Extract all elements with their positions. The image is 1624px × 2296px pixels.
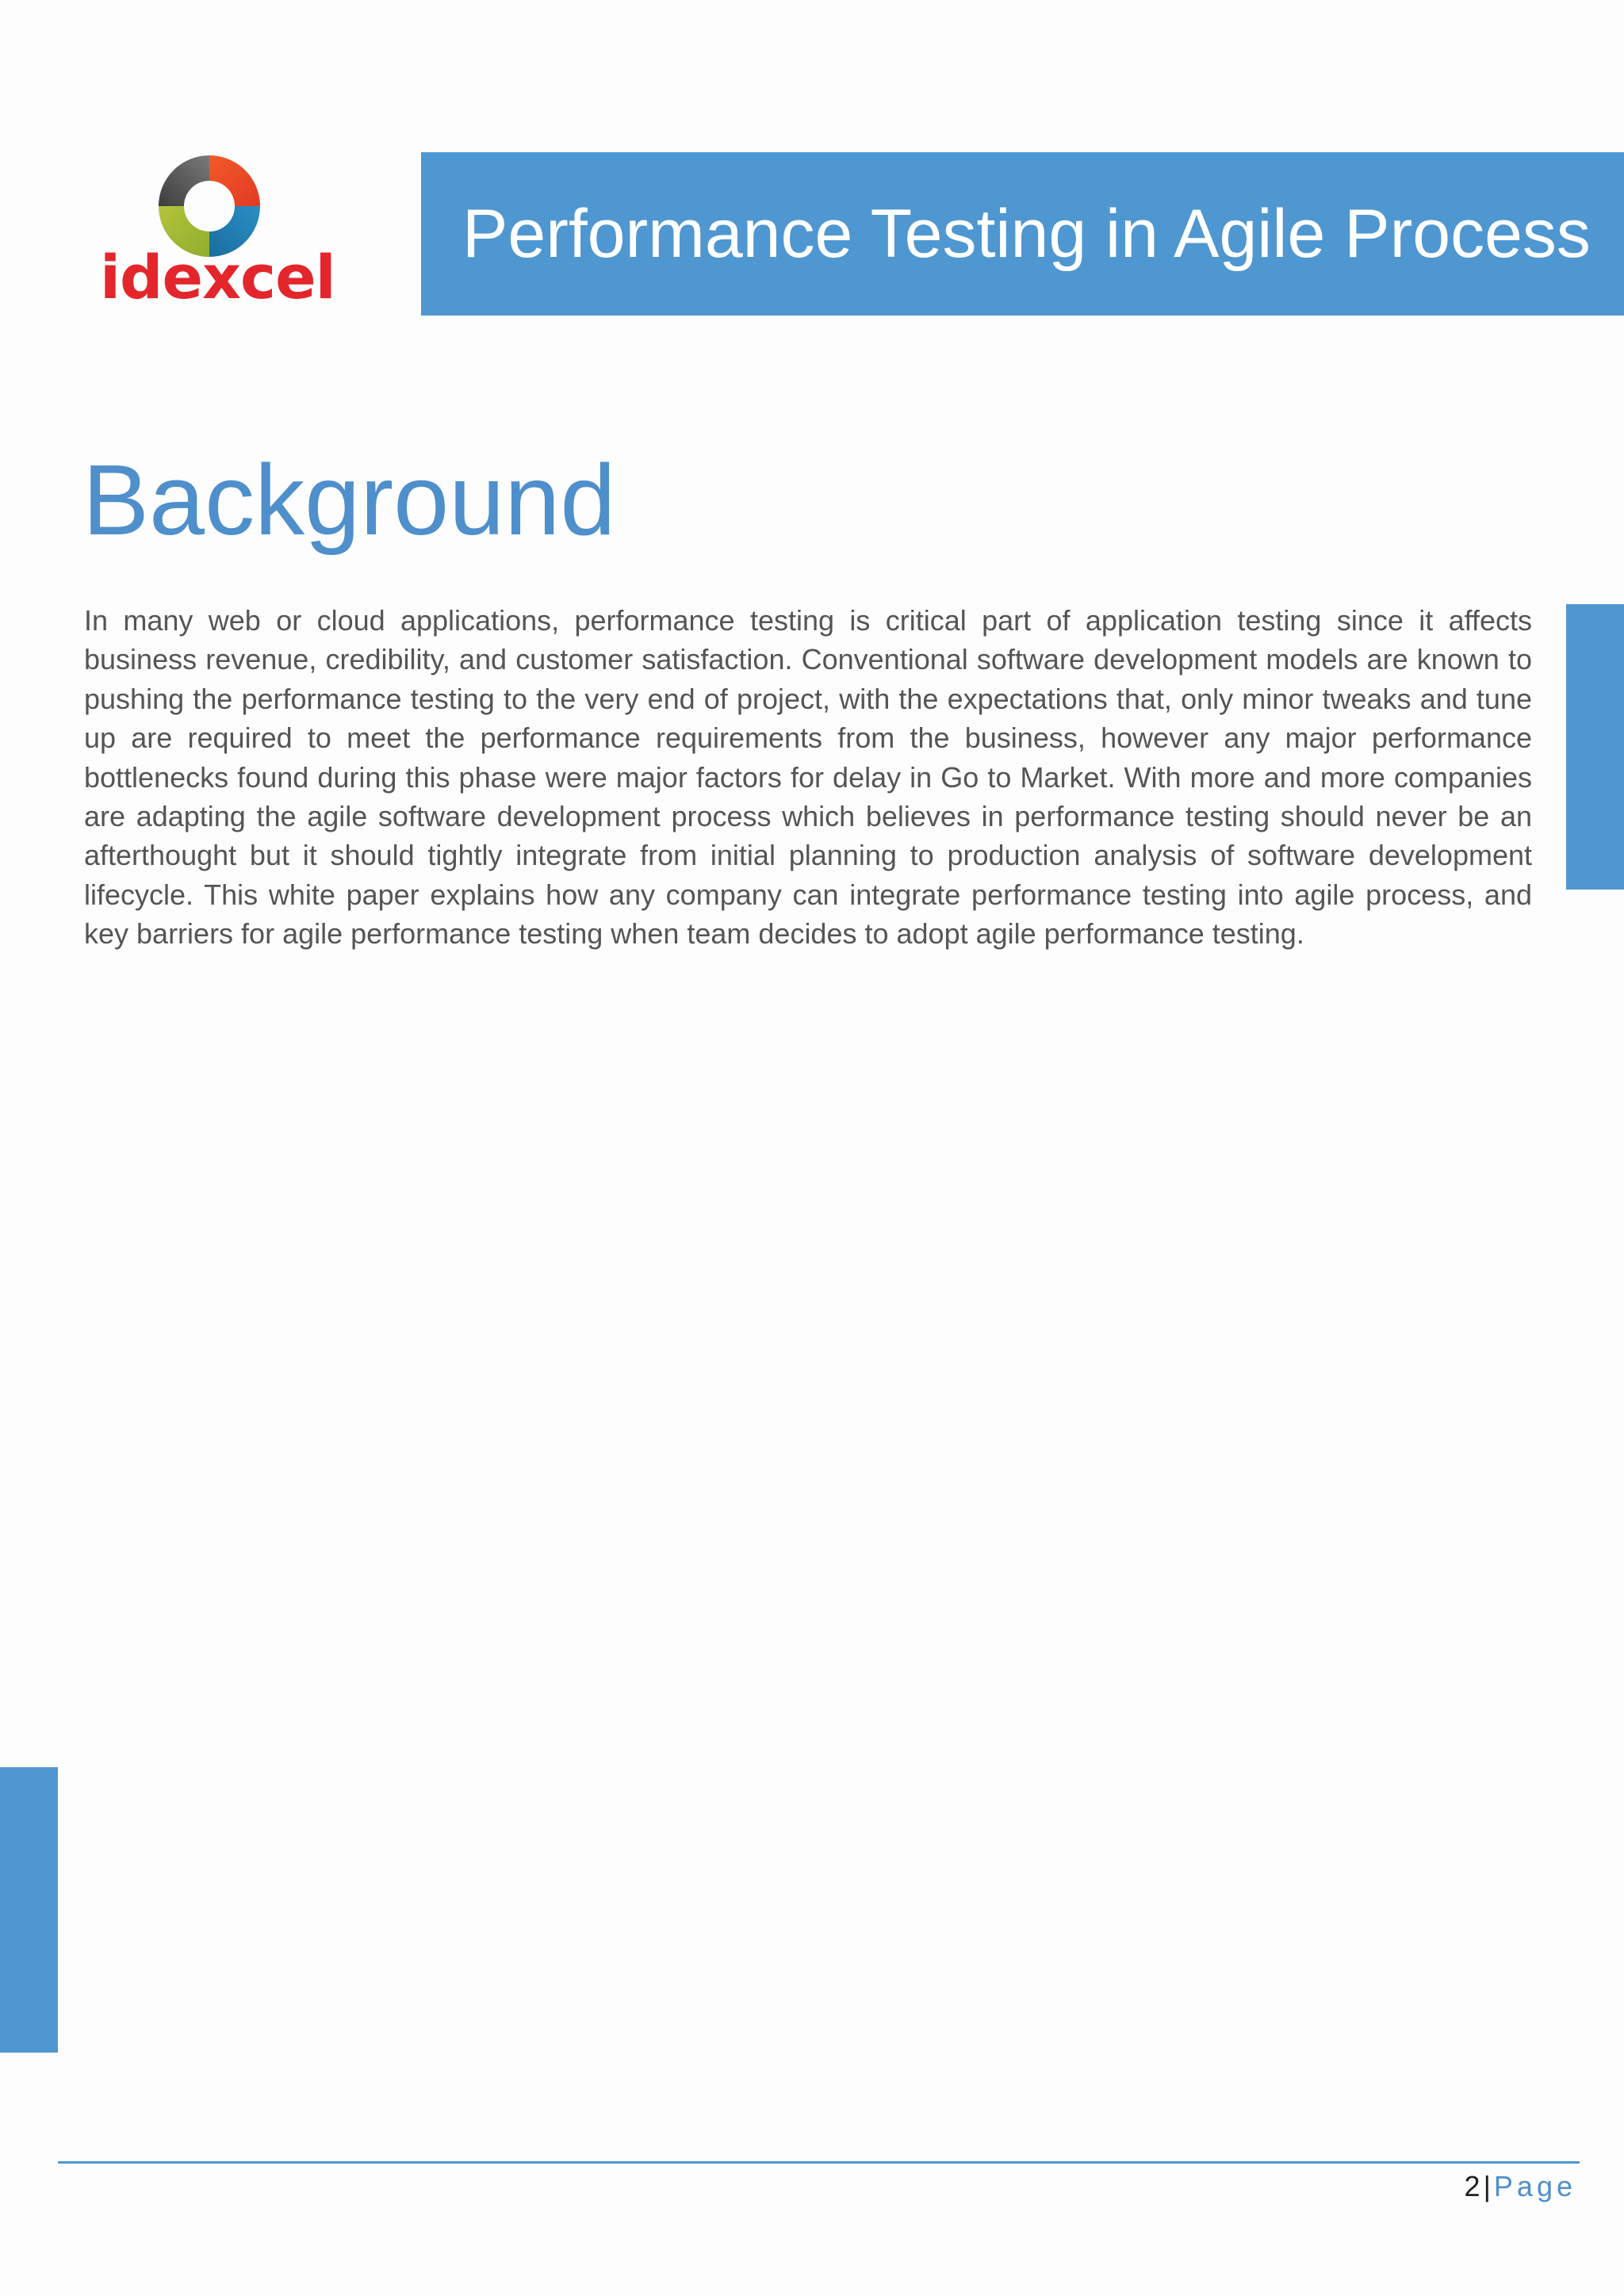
footer-divider [58,2161,1580,2164]
section-heading: Background [82,444,616,556]
page-label: Page [1493,2170,1576,2202]
page-number-value: 2 [1464,2170,1480,2202]
right-accent-tab [1566,604,1624,890]
page-separator: | [1483,2170,1491,2202]
title-banner [421,152,1624,316]
background-paragraph: In many web or cloud applications, performance testing is critical part of application testing since it affects business revenue, credibility, and customer satisfaction. Conventional software development models are known to pushing the performance testing to the very end of project, with the expectations that, only minor tweaks and tune up are required to meet the performance requirements from the business, however any major performance bottlenecks found during this phase were major factors for delay in Go to Market. With more and more companies are adapting the agile software development process which believes in performance testing should never be an afterthought but it should tightly integrate from initial planning to production analysis of software development lifecycle. This white paper explains how any company can integrate performance testing into agile process, and key barriers for agile performance testing when team decides to adopt agile performance testing. [84,604,1532,951]
logo-wordmark: idexcel [100,242,335,312]
company-logo [100,149,335,323]
document-title: Performance Testing in Agile Process [462,196,1591,272]
left-accent-tab [0,1767,58,2053]
page-footer [1465,2169,1576,2204]
